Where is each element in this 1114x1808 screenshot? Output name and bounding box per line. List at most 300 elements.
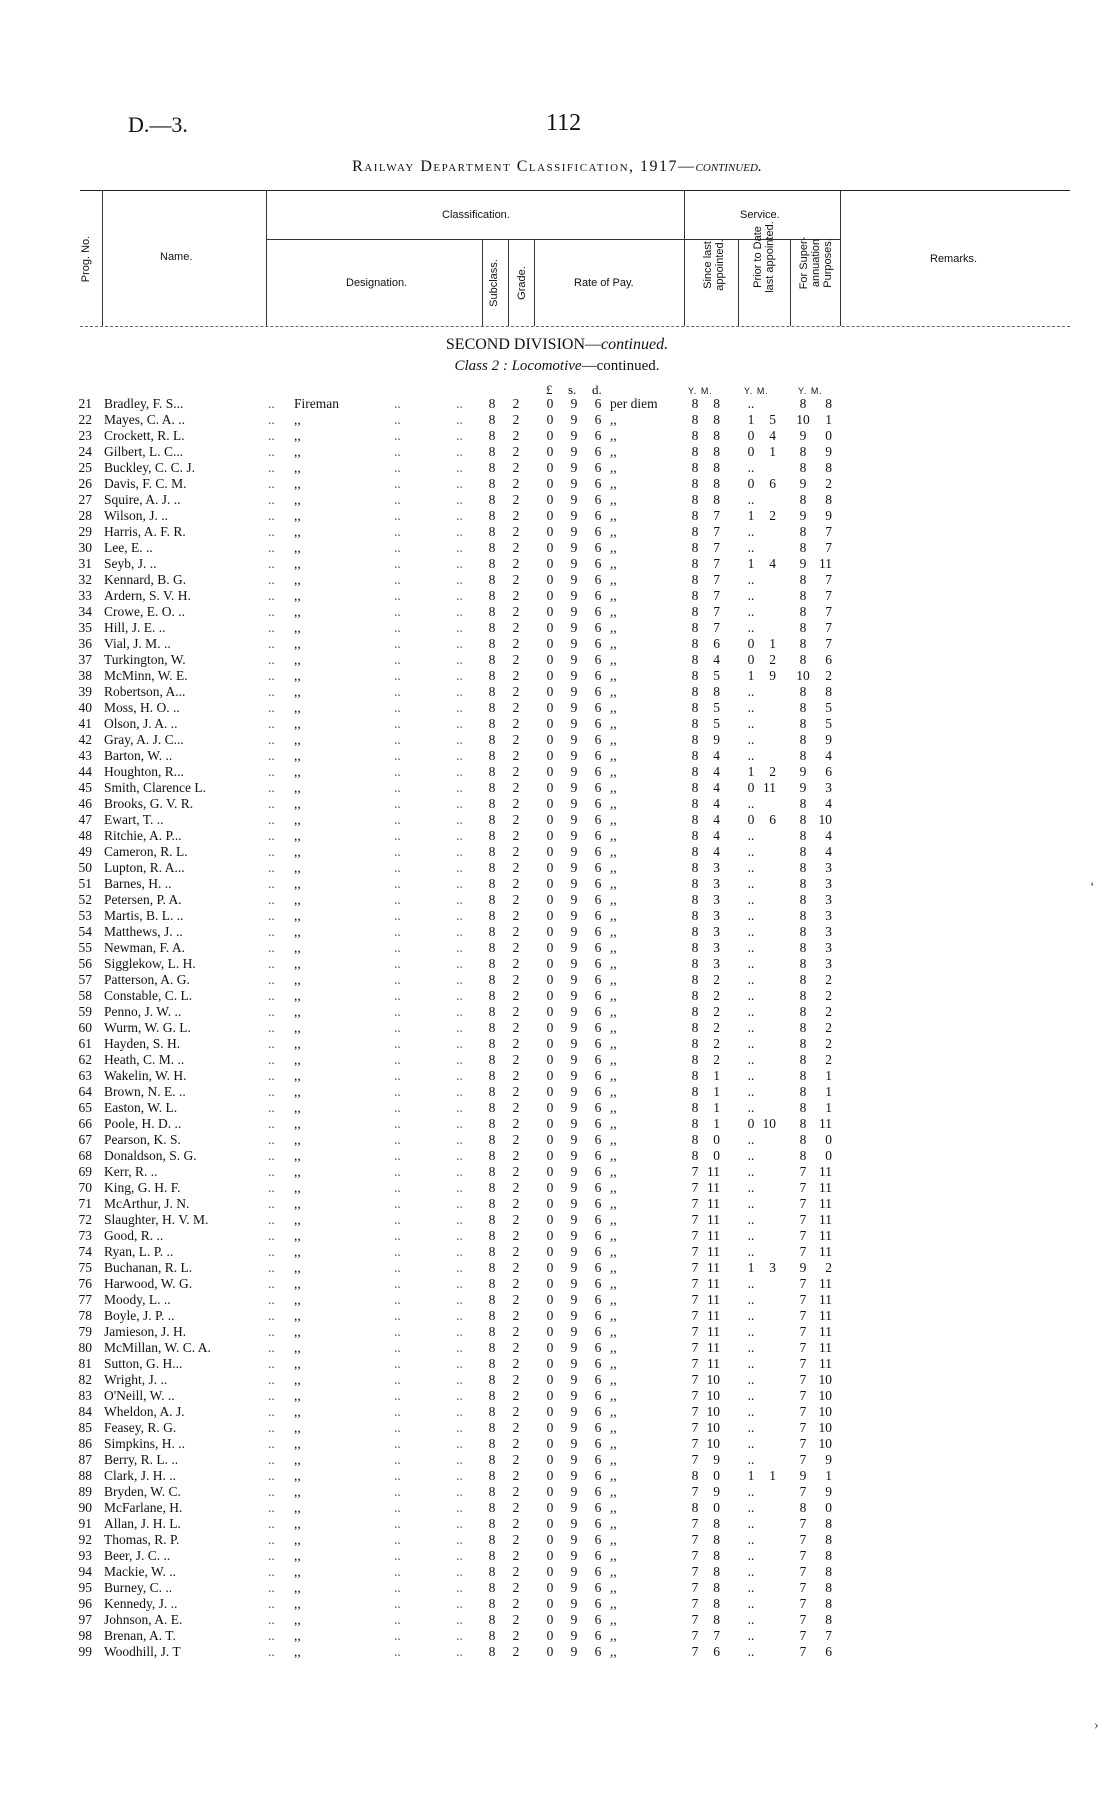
cell-p1: 0: [546, 1020, 554, 1035]
cell-d1: ..: [268, 1196, 275, 1211]
cell-tm: 2: [825, 476, 832, 491]
cell-d1: ..: [268, 1388, 275, 1403]
cell-pm: 10: [762, 1116, 776, 1131]
cell-d3: ..: [456, 668, 463, 683]
cell-py: ..: [747, 1612, 755, 1627]
cell-gr: 2: [512, 1500, 520, 1515]
cell-no: 37: [78, 652, 92, 667]
cell-name: Wright, J. ..: [104, 1372, 168, 1387]
cell-p3: 6: [594, 1004, 602, 1019]
cell-sub: 8: [488, 764, 496, 779]
cell-no: 98: [78, 1628, 92, 1643]
cell-sub: 8: [488, 732, 496, 747]
cell-no: 35: [78, 620, 92, 635]
cell-des: ,,: [294, 1228, 301, 1243]
cell-gr: 2: [512, 1324, 520, 1339]
cell-ty: 8: [799, 892, 807, 907]
cell-sub: 8: [488, 1420, 496, 1435]
cell-no: 70: [78, 1180, 92, 1195]
cell-sy: 8: [691, 844, 699, 859]
cell-p2: 9: [570, 636, 578, 651]
cell-tm: 11: [819, 1244, 832, 1259]
cell-d2: ..: [394, 812, 401, 827]
cell-p4: ,,: [610, 940, 617, 955]
cell-p4: ,,: [610, 1244, 617, 1259]
cell-name: Wilson, J. ..: [104, 508, 168, 523]
cell-d1: ..: [268, 1164, 275, 1179]
cell-d3: ..: [456, 556, 463, 571]
cell-d3: ..: [456, 1580, 463, 1595]
cell-p4: ,,: [610, 1084, 617, 1099]
cell-no: 50: [78, 860, 92, 875]
cell-gr: 2: [512, 1420, 520, 1435]
cell-p2: 9: [570, 844, 578, 859]
cell-des: ,,: [294, 1324, 301, 1339]
table-row: [0, 876, 1114, 892]
cell-py: 1: [747, 668, 755, 683]
cell-p4: ,,: [610, 1468, 617, 1483]
cell-name: Buchanan, R. L.: [104, 1260, 193, 1275]
cell-d2: ..: [394, 1052, 401, 1067]
cell-p3: 6: [594, 796, 602, 811]
cell-tm: 3: [825, 908, 832, 923]
cell-des: ,,: [294, 748, 301, 763]
cell-sm: 8: [713, 1516, 720, 1531]
cell-ty: 7: [799, 1180, 807, 1195]
cell-sy: 8: [691, 428, 699, 443]
cell-p4: ,,: [610, 1548, 617, 1563]
cell-d3: ..: [456, 1452, 463, 1467]
cell-sy: 8: [691, 892, 699, 907]
cell-des: ,,: [294, 732, 301, 747]
cell-d1: ..: [268, 908, 275, 923]
cell-d3: ..: [456, 412, 463, 427]
cell-py: ..: [747, 684, 755, 699]
cell-py: ..: [747, 1372, 755, 1387]
cell-ty: 8: [799, 860, 807, 875]
cell-tm: 2: [825, 1020, 832, 1035]
cell-sub: 8: [488, 828, 496, 843]
cell-d3: ..: [456, 1196, 463, 1211]
table-row: [0, 652, 1114, 668]
cell-d1: ..: [268, 684, 275, 699]
cell-p2: 9: [570, 1484, 578, 1499]
cell-d1: ..: [268, 572, 275, 587]
cell-des: ,,: [294, 524, 301, 539]
cell-tm: 11: [819, 556, 832, 571]
cell-py: ..: [747, 844, 755, 859]
cell-py: ..: [747, 1276, 755, 1291]
unit-pound: £: [546, 382, 553, 397]
cell-p4: ,,: [610, 1052, 617, 1067]
cell-d2: ..: [394, 1564, 401, 1579]
cell-sub: 8: [488, 924, 496, 939]
cell-no: 47: [78, 812, 92, 827]
cell-sy: 7: [691, 1532, 699, 1547]
cell-p1: 0: [546, 1196, 554, 1211]
cell-d1: ..: [268, 1580, 275, 1595]
cell-d3: ..: [456, 1180, 463, 1195]
cell-d1: ..: [268, 1068, 275, 1083]
cell-d2: ..: [394, 1388, 401, 1403]
cell-name: Boyle, J. P. ..: [104, 1308, 175, 1323]
cell-d3: ..: [456, 1404, 463, 1419]
cell-p4: ,,: [610, 1116, 617, 1131]
cell-d2: ..: [394, 492, 401, 507]
table-row: [0, 1132, 1114, 1148]
cell-sm: 4: [713, 764, 720, 779]
cell-sy: 8: [691, 748, 699, 763]
table-row: [0, 1148, 1114, 1164]
cell-des: ,,: [294, 972, 301, 987]
cell-p1: 0: [546, 1340, 554, 1355]
cell-ty: 7: [799, 1596, 807, 1611]
cell-name: Bryden, W. C.: [104, 1484, 181, 1499]
cell-tm: 0: [825, 428, 832, 443]
cell-sm: 8: [713, 412, 720, 427]
cell-py: ..: [747, 972, 755, 987]
cell-p4: ,,: [610, 604, 617, 619]
cell-sub: 8: [488, 1244, 496, 1259]
cell-p3: 6: [594, 972, 602, 987]
cell-name: Poole, H. D. ..: [104, 1116, 182, 1131]
cell-d3: ..: [456, 1420, 463, 1435]
cell-gr: 2: [512, 1596, 520, 1611]
cell-no: 41: [78, 716, 92, 731]
cell-p2: 9: [570, 1548, 578, 1563]
cell-des: ,,: [294, 1276, 301, 1291]
cell-pm: 4: [769, 428, 776, 443]
cell-d2: ..: [394, 460, 401, 475]
cell-p4: ,,: [610, 428, 617, 443]
cell-d2: ..: [394, 1452, 401, 1467]
cell-py: ..: [747, 1644, 755, 1659]
table-row: [0, 1164, 1114, 1180]
cell-tm: 2: [825, 1004, 832, 1019]
cell-sy: 8: [691, 732, 699, 747]
cell-gr: 2: [512, 1548, 520, 1563]
cell-tm: 3: [825, 876, 832, 891]
section-class: Class 2 : Locomotive: [454, 358, 582, 374]
cell-sy: 8: [691, 1004, 699, 1019]
cell-d2: ..: [394, 620, 401, 635]
cell-no: 92: [78, 1532, 92, 1547]
cell-p4: ,,: [610, 1628, 617, 1643]
cell-sy: 7: [691, 1276, 699, 1291]
cell-name: Allan, J. H. L.: [104, 1516, 181, 1531]
cell-p2: 9: [570, 1196, 578, 1211]
cell-tm: 3: [825, 924, 832, 939]
cell-d1: ..: [268, 828, 275, 843]
cell-p2: 9: [570, 1436, 578, 1451]
cell-sm: 5: [713, 716, 720, 731]
cell-d1: ..: [268, 1324, 275, 1339]
cell-d2: ..: [394, 412, 401, 427]
cell-des: ,,: [294, 684, 301, 699]
cell-d3: ..: [456, 716, 463, 731]
cell-p1: 0: [546, 588, 554, 603]
cell-no: 51: [78, 876, 92, 891]
cell-gr: 2: [512, 492, 520, 507]
cell-des: ,,: [294, 988, 301, 1003]
cell-d2: ..: [394, 844, 401, 859]
cell-sm: 11: [707, 1260, 720, 1275]
cell-p4: ,,: [610, 860, 617, 875]
table-row: [0, 812, 1114, 828]
cell-sub: 8: [488, 1196, 496, 1211]
cell-gr: 2: [512, 636, 520, 651]
cell-tm: 10: [818, 1436, 832, 1451]
cell-p2: 9: [570, 1244, 578, 1259]
cell-p4: ,,: [610, 988, 617, 1003]
cell-d2: ..: [394, 1212, 401, 1227]
cell-ty: 8: [799, 684, 807, 699]
cell-sub: 8: [488, 1260, 496, 1275]
cell-p3: 6: [594, 684, 602, 699]
cell-sy: 8: [691, 700, 699, 715]
cell-p3: 6: [594, 1244, 602, 1259]
cell-tm: 3: [825, 780, 832, 795]
cell-sy: 7: [691, 1164, 699, 1179]
table-row: [0, 924, 1114, 940]
cell-p3: 6: [594, 1228, 602, 1243]
cell-d1: ..: [268, 780, 275, 795]
cell-p1: 0: [546, 972, 554, 987]
cell-d2: ..: [394, 668, 401, 683]
cell-d3: ..: [456, 1100, 463, 1115]
cell-sub: 8: [488, 412, 496, 427]
cell-sub: 8: [488, 1404, 496, 1419]
table-row: [0, 540, 1114, 556]
cell-sy: 8: [691, 764, 699, 779]
cell-name: Crockett, R. L.: [104, 428, 185, 443]
cell-sy: 8: [691, 1116, 699, 1131]
cell-no: 52: [78, 892, 92, 907]
cell-des: ,,: [294, 1500, 301, 1515]
cell-sm: 8: [713, 476, 720, 491]
cell-ty: 8: [799, 1052, 807, 1067]
cell-p2: 9: [570, 1052, 578, 1067]
cell-gr: 2: [512, 1132, 520, 1147]
cell-no: 40: [78, 700, 92, 715]
cell-tm: 11: [819, 1212, 832, 1227]
cell-p1: 0: [546, 1420, 554, 1435]
cell-sub: 8: [488, 1340, 496, 1355]
cell-py: ..: [747, 492, 755, 507]
cell-p3: 6: [594, 844, 602, 859]
cell-d1: ..: [268, 508, 275, 523]
cell-no: 58: [78, 988, 92, 1003]
cell-gr: 2: [512, 1148, 520, 1163]
cell-tm: 10: [818, 1388, 832, 1403]
cell-no: 62: [78, 1052, 92, 1067]
cell-p4: ,,: [610, 1532, 617, 1547]
cell-no: 31: [78, 556, 92, 571]
cell-gr: 2: [512, 828, 520, 843]
cell-no: 36: [78, 636, 92, 651]
cell-py: 0: [747, 812, 755, 827]
cell-d3: ..: [456, 524, 463, 539]
cell-sub: 8: [488, 1036, 496, 1051]
cell-sy: 8: [691, 668, 699, 683]
cell-p1: 0: [546, 1612, 554, 1627]
cell-p1: 0: [546, 1324, 554, 1339]
cell-sub: 8: [488, 1468, 496, 1483]
table-row: [0, 396, 1114, 412]
cell-gr: 2: [512, 556, 520, 571]
cell-py: 0: [747, 1116, 755, 1131]
cell-name: Burney, C. ..: [104, 1580, 173, 1595]
cell-d3: ..: [456, 1260, 463, 1275]
cell-gr: 2: [512, 428, 520, 443]
cell-p3: 6: [594, 1164, 602, 1179]
cell-p2: 9: [570, 1148, 578, 1163]
cell-gr: 2: [512, 764, 520, 779]
cell-d3: ..: [456, 1468, 463, 1483]
cell-d2: ..: [394, 700, 401, 715]
table-row: [0, 412, 1114, 428]
cell-py: ..: [747, 1324, 755, 1339]
cell-p1: 0: [546, 636, 554, 651]
cell-ty: 8: [799, 652, 807, 667]
cell-sm: 6: [713, 1644, 720, 1659]
cell-d2: ..: [394, 1020, 401, 1035]
cell-p1: 0: [546, 1084, 554, 1099]
cell-p4: ,,: [610, 1612, 617, 1627]
cell-py: ..: [747, 1212, 755, 1227]
cell-sy: 8: [691, 876, 699, 891]
cell-p3: 6: [594, 540, 602, 555]
cell-d3: ..: [456, 444, 463, 459]
cell-name: Houghton, R...: [104, 764, 184, 779]
cell-ty: 8: [799, 1020, 807, 1035]
cell-no: 87: [78, 1452, 92, 1467]
unit-pence: d.: [592, 382, 602, 397]
cell-ty: 8: [799, 796, 807, 811]
cell-p4: ,,: [610, 1276, 617, 1291]
cell-name: Ryan, L. P. ..: [104, 1244, 174, 1259]
cell-pm: 3: [769, 1260, 776, 1275]
cell-p3: 6: [594, 892, 602, 907]
cell-des: ,,: [294, 1484, 301, 1499]
cell-des: ,,: [294, 572, 301, 587]
cell-d3: ..: [456, 1644, 463, 1659]
cell-des: ,,: [294, 588, 301, 603]
cell-p4: ,,: [610, 1292, 617, 1307]
cell-gr: 2: [512, 1292, 520, 1307]
cell-name: Brenan, A. T.: [104, 1628, 176, 1643]
cell-p3: 6: [594, 460, 602, 475]
cell-gr: 2: [512, 396, 520, 411]
cell-d3: ..: [456, 540, 463, 555]
cell-d3: ..: [456, 1068, 463, 1083]
cell-sy: 8: [691, 620, 699, 635]
cell-ty: 8: [799, 460, 807, 475]
cell-p3: 6: [594, 1612, 602, 1627]
cell-gr: 2: [512, 1244, 520, 1259]
cell-py: 1: [747, 556, 755, 571]
cell-ty: 8: [799, 1084, 807, 1099]
cell-p3: 6: [594, 1628, 602, 1643]
cell-ty: 8: [799, 604, 807, 619]
cell-d3: ..: [456, 652, 463, 667]
cell-gr: 2: [512, 604, 520, 619]
cell-gr: 2: [512, 1644, 520, 1659]
cell-ty: 7: [799, 1612, 807, 1627]
cell-name: Slaughter, H. V. M.: [104, 1212, 209, 1227]
table-row: [0, 1004, 1114, 1020]
cell-p1: 0: [546, 1372, 554, 1387]
cell-py: 0: [747, 636, 755, 651]
cell-p4: ,,: [610, 828, 617, 843]
cell-no: 71: [78, 1196, 92, 1211]
cell-sy: 8: [691, 396, 699, 411]
cell-sub: 8: [488, 1452, 496, 1467]
cell-p2: 9: [570, 668, 578, 683]
cell-d2: ..: [394, 1372, 401, 1387]
cell-sm: 8: [713, 428, 720, 443]
cell-gr: 2: [512, 1580, 520, 1595]
cell-d3: ..: [456, 748, 463, 763]
cell-ty: 7: [799, 1564, 807, 1579]
cell-py: 0: [747, 428, 755, 443]
table-row: [0, 1084, 1114, 1100]
cell-p2: 9: [570, 1372, 578, 1387]
cell-gr: 2: [512, 1004, 520, 1019]
table-header: [80, 190, 1070, 327]
cell-d1: ..: [268, 1436, 275, 1451]
cell-sm: 2: [713, 988, 720, 1003]
cell-p2: 9: [570, 1308, 578, 1323]
cell-sm: 8: [713, 1612, 720, 1627]
cell-tm: 11: [819, 1292, 832, 1307]
col-prior-to-date: Prior to Date last appointed.: [752, 221, 776, 293]
cell-d1: ..: [268, 1132, 275, 1147]
cell-sy: 8: [691, 476, 699, 491]
cell-des: ,,: [294, 940, 301, 955]
table-row: [0, 684, 1114, 700]
cell-p4: ,,: [610, 684, 617, 699]
cell-p3: 6: [594, 1452, 602, 1467]
cell-ty: 8: [799, 748, 807, 763]
cell-gr: 2: [512, 540, 520, 555]
cell-p3: 6: [594, 1596, 602, 1611]
cell-sub: 8: [488, 812, 496, 827]
cell-tm: 4: [825, 796, 832, 811]
cell-sy: 8: [691, 1500, 699, 1515]
cell-gr: 2: [512, 844, 520, 859]
cell-sub: 8: [488, 1580, 496, 1595]
cell-sub: 8: [488, 748, 496, 763]
cell-no: 79: [78, 1324, 92, 1339]
cell-gr: 2: [512, 1404, 520, 1419]
cell-d2: ..: [394, 476, 401, 491]
cell-des: ,,: [294, 1004, 301, 1019]
cell-p2: 9: [570, 988, 578, 1003]
cell-d2: ..: [394, 396, 401, 411]
cell-no: 75: [78, 1260, 92, 1275]
cell-sy: 8: [691, 604, 699, 619]
cell-tm: 3: [825, 940, 832, 955]
cell-d3: ..: [456, 1116, 463, 1131]
table-row: [0, 508, 1114, 524]
cell-d1: ..: [268, 844, 275, 859]
cell-sy: 8: [691, 828, 699, 843]
cell-tm: 10: [818, 1404, 832, 1419]
cell-sm: 8: [713, 492, 720, 507]
cell-gr: 2: [512, 1260, 520, 1275]
cell-p2: 9: [570, 908, 578, 923]
